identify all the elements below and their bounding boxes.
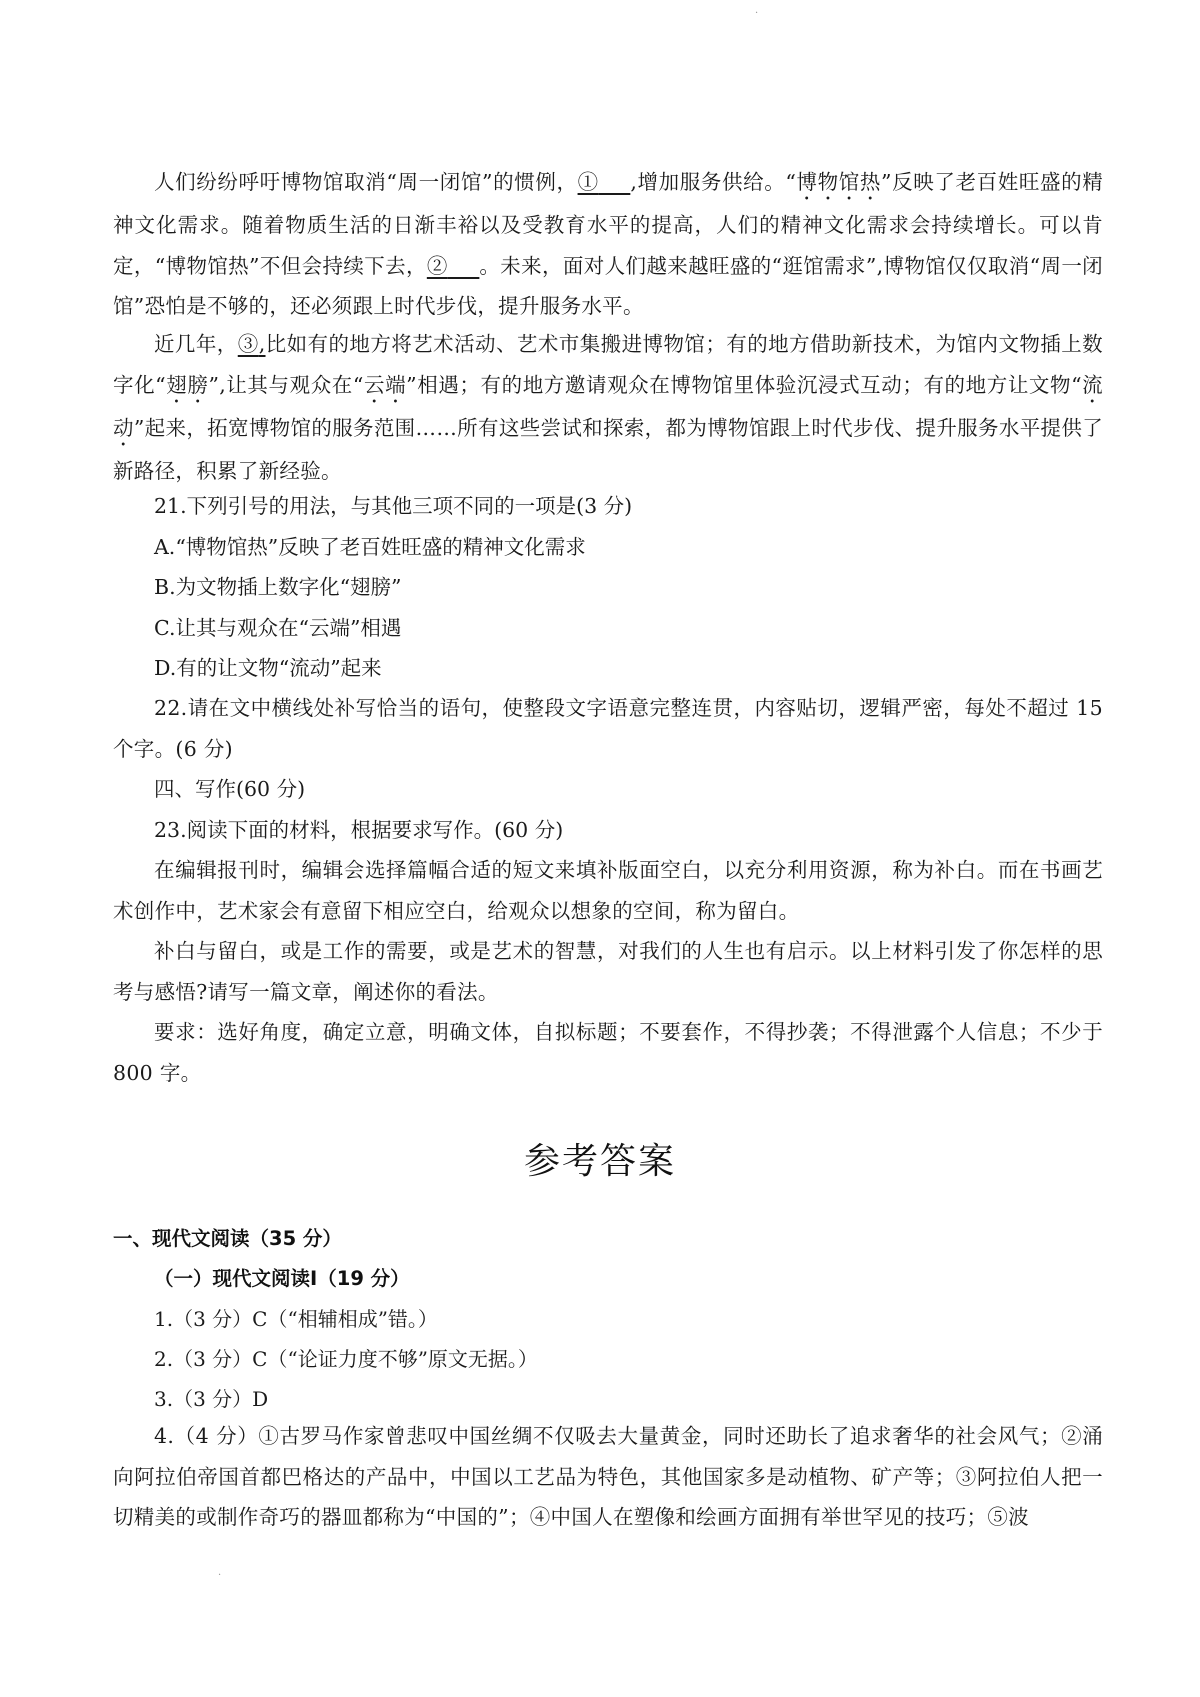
- writing-material-1: 在编辑报刊时，编辑会选择篇幅合适的短文来填补版面空白，以充分利用资源，称为补白。而在书画艺术创作中，艺术家会有意留下相应空白，给观众以想象的空间，称为留白。: [113, 858, 1103, 923]
- passage-paragraph-1: [113, 162, 1103, 327]
- question-23-stem: 23.阅读下面的材料，根据要求写作。(60 分): [154, 817, 564, 842]
- scan-dot-top: ·: [755, 8, 759, 19]
- dotted-term-wings: 翅膀: [165, 372, 209, 397]
- answer-4: [113, 1416, 1103, 1538]
- blank-3: ③,: [237, 332, 266, 356]
- question-21-option-c: C.让其与观众在“云端”相遇: [154, 615, 402, 640]
- dotted-term-cloud: 云端: [363, 372, 407, 397]
- p2-text-d: ”相遇；有的地方邀请观众在博物馆里体验沉浸式互动；有的地方让文物“: [406, 372, 1082, 397]
- question-21-option-b: B.为文物插上数字化“翅膀”: [154, 575, 402, 599]
- blank-1: ①: [577, 170, 599, 194]
- blank-2: ②: [426, 253, 448, 278]
- answers-section-1-heading: 一、现代文阅读（35 分）: [113, 1227, 342, 1250]
- answer-4-text: 4.（4 分）①古罗马作家曾悲叹中国丝绸不仅吸去大量黄金，同时还助长了追求奢华的社会风气；②涌向阿拉伯帝国首都巴格达的产品中，中国以工艺品为特色，其他国家多是动植物、矿产等；③阿拉伯人把一切精美的或制作奇巧的器皿都称为“中国的”；④中国人在塑像和绘画方面拥有举世罕见的技巧；⑤波: [113, 1424, 1103, 1529]
- answer-3: 3.（3 分）D: [154, 1387, 269, 1411]
- p1-text-c: ”反映了老百姓旺盛的精神文化需求。随着物质生活的日渐丰裕以及受教育水平的提高，人们的精神文化需求会持续增长。可以肯定，“博物馆热”不但会持续下去，: [113, 170, 1103, 278]
- writing-section-heading: 四、写作(60 分): [154, 777, 306, 801]
- passage-paragraph-2: [113, 324, 1103, 491]
- question-22: [113, 688, 1103, 769]
- question-21-option-d: D.有的让文物“流动”起来: [154, 656, 382, 680]
- dotted-term-flow: 流动: [113, 372, 1103, 440]
- p2-text-b: 比如有的地方将艺术活动、艺术市集搬进博物馆；有的地方借助新技术，为馆内文物插上数字化“: [113, 332, 1103, 397]
- writing-requirements: 要求：选好角度，确定立意，明确文体，自拟标题；不要套作，不得抄袭；不得泄露个人信息；不少于 800 字。: [113, 1020, 1103, 1085]
- p1-text-d: 。未来，面对人们越来越旺盛的“逛馆需求”,博物馆仅仅取消“周一闭馆”恐怕是不够的，还必须跟上时代步伐，提升服务水平。: [113, 253, 1103, 318]
- question-21-option-a: A.“博物馆热”反映了老百姓旺盛的精神文化需求: [154, 534, 586, 559]
- question-22-stem: 22.请在文中横线处补写恰当的语句，使整段文字语意完整连贯，内容贴切，逻辑严密，每处不超过 15 个字。(6 分): [113, 696, 1103, 761]
- dotted-term-museum-fever: 博物馆热: [796, 170, 881, 194]
- answer-1: 1.（3 分）C（“相辅相成”错。）: [154, 1307, 438, 1331]
- scan-dot-bottom: ·: [218, 1570, 222, 1581]
- question-21-stem: 21.下列引号的用法，与其他三项不同的一项是(3 分): [154, 494, 633, 518]
- answers-subsection-1-heading: （一）现代文阅读Ⅰ（19 分）: [154, 1267, 410, 1290]
- writing-material-2: 补白与留白，或是工作的需要，或是艺术的智慧，对我们的人生也有启示。以上材料引发了你怎样的思考与感悟?请写一篇文章，阐述你的看法。: [113, 939, 1103, 1004]
- answer-2: 2.（3 分）C（“论证力度不够”原文无据。）: [154, 1347, 538, 1371]
- p2-text-a: 近几年，: [154, 332, 238, 356]
- p2-text-c: ”,让其与观众在“: [208, 372, 364, 397]
- p2-text-e: ”起来，拓宽博物馆的服务范围……所有这些尝试和探索，都为博物馆跟上时代步伐、提升服务水平提供了新路径，积累了新经验。: [113, 415, 1103, 483]
- answers-title: 参考答案: [523, 1141, 676, 1182]
- question-21: [113, 486, 1103, 689]
- p1-text-a: 人们纷纷呼吁博物馆取消“周一闭馆”的惯例，: [154, 170, 578, 194]
- writing-section: [113, 769, 1103, 1093]
- p1-text-b: ,增加服务供给。“: [630, 170, 797, 194]
